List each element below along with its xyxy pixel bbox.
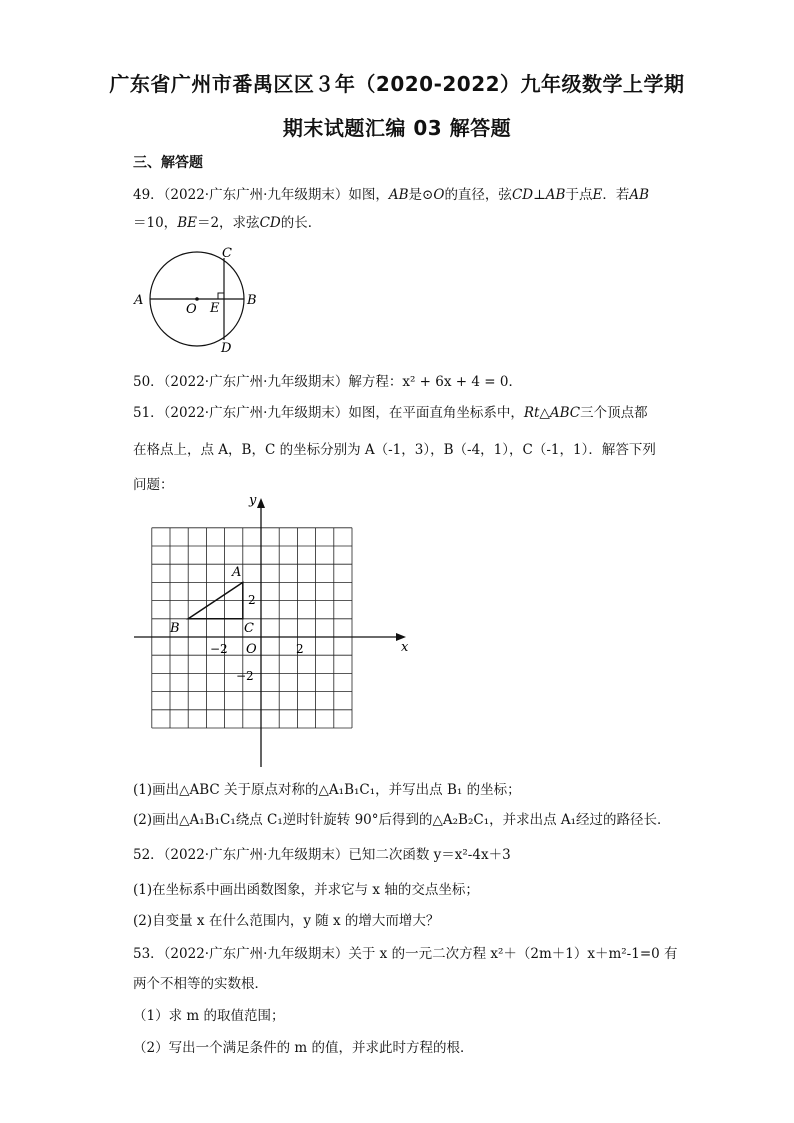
q49-circle-figure <box>126 240 266 360</box>
q50-line: 50．（2022·广东广州·九年级期末）解方程：x² + 6x + 4 = 0． <box>133 374 522 390</box>
q49-be: BE <box>177 215 197 231</box>
q49-text3: 于点 <box>565 187 593 203</box>
q51-line-2: 在格点上，点 A，B，C 的坐标分别为 A（-1，3），B（-4，1），C（-1，1）．解答下列 <box>133 442 656 458</box>
q49-text4: ．若 <box>602 187 630 203</box>
center-point <box>195 297 199 301</box>
q52-part-1: (1)在坐标系中画出函数图象，并求它与 x 轴的交点坐标； <box>133 882 479 898</box>
q49-cd: CD <box>259 215 281 231</box>
section-heading: 三、解答题 <box>133 155 203 171</box>
tick-y-neg2: −2 <box>236 669 254 683</box>
label-d: D <box>221 341 232 356</box>
q51-line-3: 问题： <box>133 477 174 493</box>
q52-part-2: (2)自变量 x 在什么范围内，y 随 x 的增大而增大？ <box>133 913 440 929</box>
q49-line2-mid: ＝2，求弦 <box>196 215 260 231</box>
q53-line-2: 两个不相等的实数根． <box>133 976 268 992</box>
label-b: B <box>247 293 257 308</box>
q49-text1: 是⊙ <box>408 187 434 203</box>
q51-part-2: (2)画出△A₁B₁C₁绕点 C₁逆时针旋转 90°后得到的△A₂B₂C₁，并求出点 A₁经过的路径长． <box>133 812 671 828</box>
y-axis-arrow <box>257 498 265 508</box>
q49-o: O <box>433 187 445 203</box>
q49-ab: AB <box>388 187 409 203</box>
title-line-1: 广东省广州市番禺区区３年（2020-2022）九年级数学上学期 <box>109 72 685 96</box>
label-o: O <box>246 642 257 657</box>
q51-grid-figure <box>128 492 418 772</box>
tick-y-pos2: 2 <box>248 593 256 607</box>
title-line-2: 期末试题汇编 03 解答题 <box>282 116 512 140</box>
q49-cd-perp-ab: CD⊥AB <box>511 187 566 203</box>
q51-line1-suffix: 三个顶点都 <box>580 405 648 421</box>
q49-line-1 <box>133 183 649 203</box>
label-c: C <box>244 621 254 636</box>
tick-x-pos2: 2 <box>296 642 304 656</box>
q49-prefix: 49．（2022·广东广州·九年级期末）如图， <box>133 187 389 203</box>
right-angle-mark <box>218 293 224 299</box>
label-x: x <box>401 640 409 655</box>
q53-part-1: （1）求 m 的取值范围； <box>133 1008 285 1024</box>
q49-line-2 <box>133 211 321 231</box>
q52-line-1: 52．（2022·广东广州·九年级期末）已知二次函数 y＝x²-4x＋3 <box>133 847 511 863</box>
label-y: y <box>249 493 257 508</box>
q53-line-1: 53．（2022·广东广州·九年级期末）关于 x 的一元二次方程 x²＋（2m＋1）x＋m²-1=0 有 <box>133 946 678 962</box>
label-c: C <box>222 246 232 261</box>
label-e: E <box>210 301 220 316</box>
q51-line1-prefix: 51．（2022·广东广州·九年级期末）如图，在平面直角坐标系中， <box>133 405 524 421</box>
q49-text2: 的直径，弦 <box>444 187 512 203</box>
q49-e: E <box>592 187 603 203</box>
label-b: B <box>170 621 180 636</box>
q51-line-1 <box>133 401 648 421</box>
tick-x-neg2: −2 <box>210 642 228 656</box>
q49-line2-start: ＝10， <box>133 215 178 231</box>
label-o: O <box>186 302 197 317</box>
q51-rt-abc: Rt△ABC <box>523 405 581 421</box>
q49-ab2: AB <box>629 187 649 203</box>
q53-part-2: （2）写出一个满足条件的 m 的值，并求此时方程的根． <box>133 1040 474 1056</box>
label-a: A <box>232 565 242 580</box>
q51-part-1: (1)画出△ABC 关于原点对称的△A₁B₁C₁，并写出点 B₁ 的坐标； <box>133 782 521 798</box>
label-a: A <box>134 293 144 308</box>
q49-line2-end: 的长． <box>280 215 322 231</box>
